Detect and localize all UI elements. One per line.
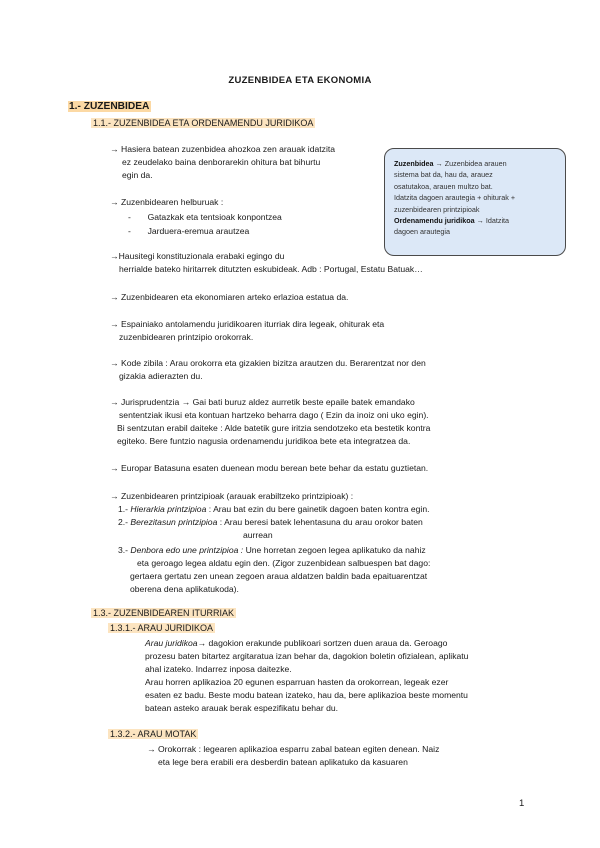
p1-line3: egin da. (122, 170, 153, 180)
p11-line1: → Orokorrak : legearen aplikazioa esparru zabal batean egiten denean. Naiz (147, 744, 440, 754)
p6-line1: → Kode zibila : Arau orokorra eta gizakien bizitza arautzen du. Berarentzat nor den (110, 358, 426, 368)
p10-line6: batean asteko arauak berak espezifikatu behar du. (145, 703, 339, 713)
principle-3: 3.- Denbora edo une printzipioa : Une horretan zegoen legea aplikatuko da nahiz (118, 545, 426, 555)
heading-1: 1.- ZUZENBIDEA (69, 101, 150, 112)
p7-line4: egiteko. Bere funtzio nagusia ordenamendu juridikoa bete eta integratzea da. (117, 436, 411, 446)
heading-1-3: 1.3.- ZUZENBIDEAREN ITURRIAK (93, 608, 235, 618)
principle-2: 2.- Berezitasun printzipioa : Arau beresi batek lehentasuna du arau orokor baten (118, 517, 423, 527)
p10-line1: Arau juridikoa→ dagokion erakunde publikoari sortzen duen araua da. Geroago (145, 638, 448, 648)
callout-line: sistema bat da, hau da, arauez (394, 170, 493, 180)
callout-line: zuzenbidearen printzipioak (394, 204, 480, 214)
p1-line2: ez zeudelako baina denborarekin ohitura bat bihurtu (122, 157, 321, 167)
p10-line5: esaten ez badu. Beste modu batean izateko, hau da, bere aplikazioa beste momentu (145, 690, 468, 700)
p11-line2: eta lege bera erabili era desberdin batean aplikatuko da kasuaren (158, 757, 408, 767)
p7-line2: sententziak ikusi eta kontuan hartzeko beharra dago ( Ezin da inoiz oni uko egin). (119, 410, 429, 420)
p10-line3: ahal izateko. Indarrez inposa daitezke. (145, 664, 292, 674)
p5-line1: → Espainiako antolamendu juridikoaren iturriak dira legeak, ohiturak eta (110, 319, 385, 329)
goal-item: - Jarduera-eremua arautzea (128, 226, 250, 236)
page-number: 1 (519, 798, 525, 809)
principle-3-cont: gertaera gertatu zen unean zegoen araua aldatzen baldin bada epaituarentzat (130, 571, 428, 581)
principle-3-cont: oberena dena aplikatukoda). (130, 584, 239, 594)
p8: → Europar Batasuna esaten duenean modu berean bete behar da estatu guztietan. (110, 463, 429, 473)
definition-callout (384, 148, 566, 256)
p3-line2: herrialde bateko hiritarrek ditutzten eskubideak. Adb : Portugal, Estatu Batuak… (119, 264, 423, 274)
goal-item: - Gatazkak eta tentsioak konpontzea (128, 212, 282, 222)
p3-line1: →Hausitegi konstituzionala erabaki egingo du (110, 251, 285, 261)
p6-line2: gizakia adierazten du. (119, 371, 203, 381)
heading-1-3-1: 1.3.1.- ARAU JURIDIKOA (110, 623, 214, 633)
heading-1-3-2: 1.3.2.- ARAU MOTAK (110, 729, 197, 739)
callout-line: Ordenamendu juridikoa → Idatzita (394, 216, 510, 226)
p10-line4: Arau horren aplikazioa 20 egunen esparruan hasten da orokorrean, legeak ezer (145, 677, 449, 687)
principle-1: 1.- Hierarkia printzipioa : Arau bat ezin du bere gainetik dagoen baten kontra egin. (118, 504, 430, 514)
p10-line2: prozesu baten bitartez argitaratua izan behar da, dagokion boletin ofizialean, aplikatu (145, 651, 469, 661)
p7-line1: → Jurisprudentzia → Gai bati buruz aldez aurretik beste epaile batek emandako (110, 397, 415, 407)
p4: → Zuzenbidearen eta ekonomiaren arteko erlazioa estatua da. (110, 292, 349, 302)
p7-line3: Bi sentzutan erabil daiteke : Alde batetik gure iritzia sendotzeko eta bestetik kontra (117, 423, 431, 433)
callout-line: osatutakoa, arauen multzo bat. (394, 181, 493, 191)
principle-2-cont: aurrean (243, 530, 273, 540)
principles-intro: → Zuzenbidearen printzipioak (arauak erabiltzeko printzipioak) : (110, 491, 354, 501)
p5-line2: zuzenbidearen printzipio orokorrak. (119, 332, 254, 342)
goals-intro: → Zuzenbidearen helburuak : (110, 197, 224, 207)
heading-1-1: 1.1.- ZUZENBIDEA ETA ORDENAMENDU JURIDIKOA (93, 118, 314, 128)
p1-line1: → Hasiera batean zuzenbidea ahozkoa zen arauak idatzita (110, 144, 336, 154)
principle-3-cont: eta geroago legea aldatu egin den. (Zigor zuzenbidean salbuespen bat dago: (137, 558, 431, 568)
callout-line: Idatzita dagoen arautegia + ohiturak + (394, 193, 516, 203)
callout-line: dagoen arautegia (394, 227, 450, 237)
callout-line: Zuzenbidea → Zuzenbidea arauen (394, 159, 507, 168)
document-title: ZUZENBIDEA ETA EKONOMIA (228, 75, 372, 86)
